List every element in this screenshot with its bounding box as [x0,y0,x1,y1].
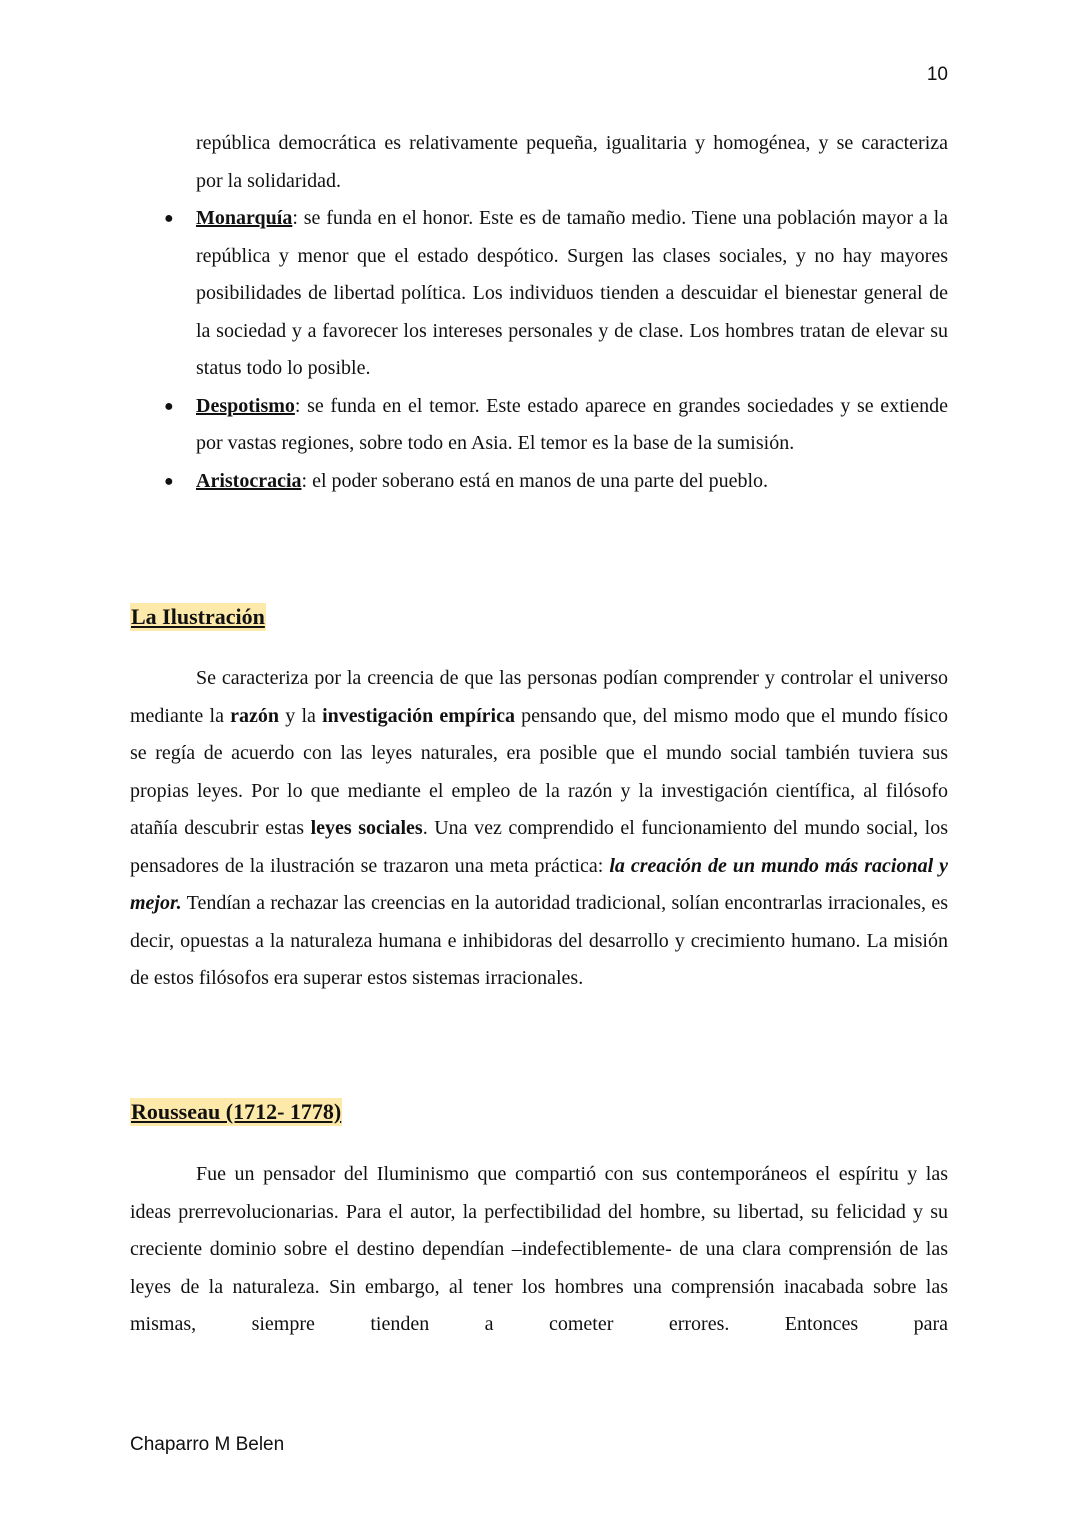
bullet-icon: ● [164,397,174,415]
list-text: : se funda en el honor. Este es de tamaño medio. Tiene una población mayor a la república y menor que el estado despótico. Surgen las clases sociales, y no hay mayores posibilidades de libertad política. Los individuos tienden a descuidar el bienestar general de la sociedad y a favorecer los intereses personales y de clase. Los hombres tratan de elevar su status todo lo posible. [196,207,948,379]
bold-text: leyes sociales [310,817,423,839]
page-number: 10 [926,64,948,85]
footer-author: Chaparro M Belen [130,1434,285,1455]
text: Se caracteriza por la creencia de que las personas podían comprender y controlar el universo mediante la [130,667,948,727]
list-item [164,388,948,463]
list-term: Aristocracia [196,469,302,492]
bullet-icon: ● [164,472,174,490]
text: Tendían a rechazar las creencias en la autoridad tradicional, solían encontrarlas irracionales, es decir, opuestas a la naturaleza humana e inhibidoras del desarrollo y crecimiento humano. La misión de estos filósofos era superar estos sistemas irracionales. [130,892,948,989]
bullet-icon: ● [164,210,174,227]
paragraph-ilustracion [130,660,948,998]
bullet-list [164,125,948,500]
bold-italic-text: la creación de un mundo más racional y mejor. [130,854,948,914]
text: pensando que, del mismo modo que el mundo físico se regía de acuerdo con las leyes naturales, era posible que el mundo social también tuviera sus propias leyes. Por lo que mediante el empleo de la razón y la investigación científica, al filósofo atañía descubrir estas [130,704,949,839]
bold-text: investigación empírica [322,704,515,727]
list-term: Monarquía [196,207,293,229]
list-term: Despotismo [196,394,295,417]
list-text: : se funda en el temor. Este estado aparece en grandes sociedades y se extiende por vastas regiones, sobre todo en Asia. El temor es la base de la sumisión. [196,394,948,454]
list-text: : el poder soberano está en manos de una parte del pueblo. [301,469,769,492]
list-continuation: república democrática es relativamente pequeña, igualitaria y homogénea, y se caracteriza por la solidaridad. [196,132,948,192]
text: y la [279,704,323,727]
list-item [164,200,948,388]
list-item [164,463,948,501]
section-heading-rousseau: Rousseau (1712- 1778) [131,1099,342,1124]
paragraph-rousseau [130,1156,948,1344]
section-heading-ilustracion: La Ilustración [131,604,265,629]
paragraph-text: Fue un pensador del Iluminismo que compartió con sus contemporáneos el espíritu y las ideas prerrevolucionarias. Para el autor, la perfectibilidad del hombre, su libertad, su felicidad y su creciente dominio sobre el destino dependían –indefectiblemente- de una clara comprensión de las leyes de la naturaleza. Sin embargo, al tener los hombres una comprensión inacabada sobre las mismas, siempre tienden a cometer errores. Entonces para [130,1163,948,1335]
bold-text: razón [230,704,280,727]
text: . Una vez comprendido el funcionamiento del mundo social, los pensadores de la ilustración se trazaron una meta práctica: [130,817,948,877]
